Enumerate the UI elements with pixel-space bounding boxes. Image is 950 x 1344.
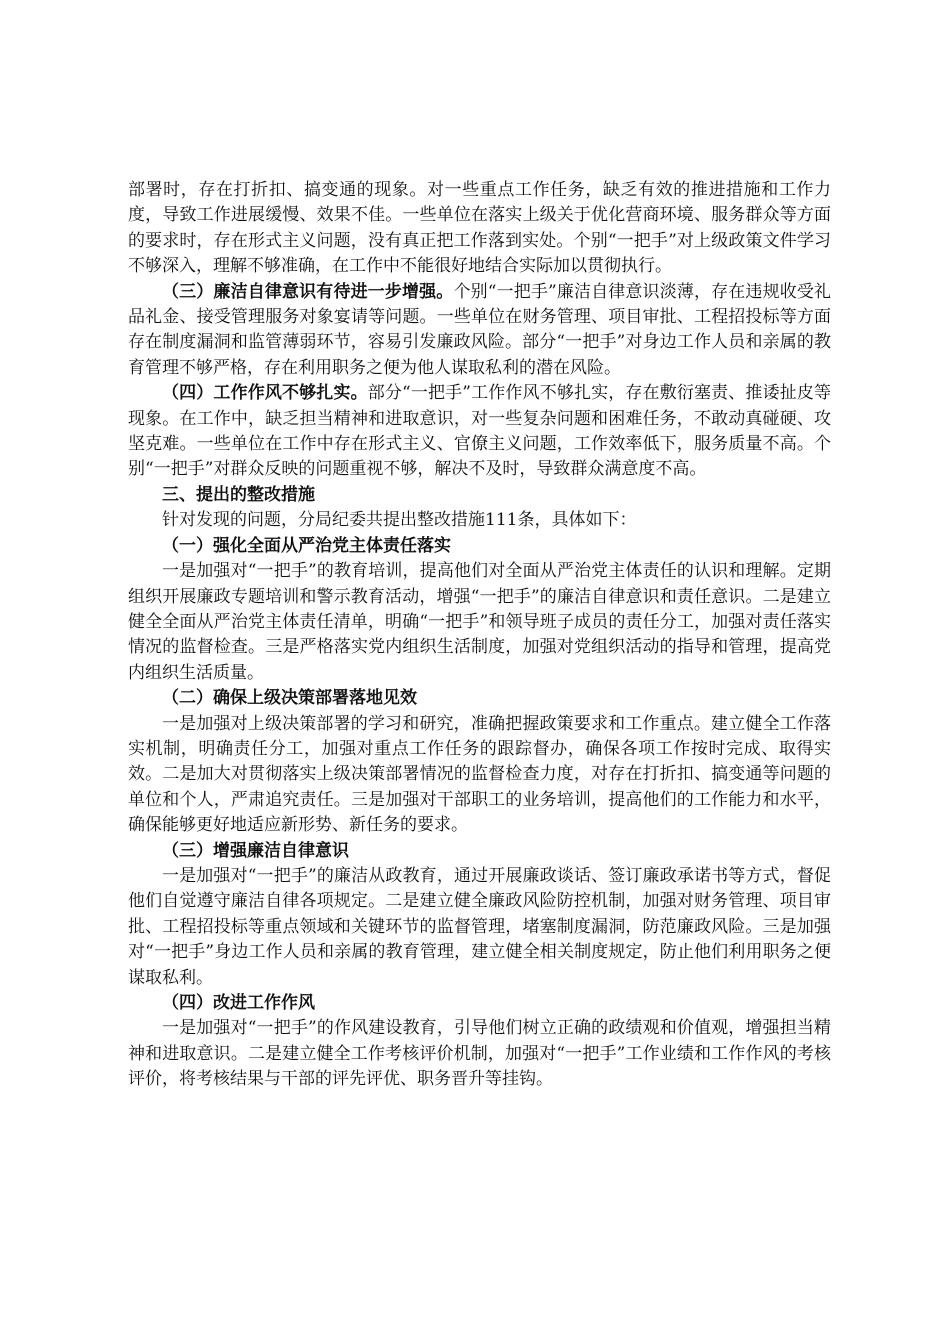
paragraph-integrity-issue [128,280,831,382]
subheading-work-style: （四）改进工作作风 [162,993,315,1013]
subheading-integrity: （三）增强廉洁自律意识 [162,840,349,861]
paragraph-text: 部分“一把手”工作作风不够扎实，存在敷衍塞责、推诿扯皮等现象。在工作中，缺乏担当精神和进取意识，对一些复杂问题和困难任务，不敢动真碰硬、攻坚克难。一些单位在工作中存在形式主义、官僚主义问题，工作效率低下，服务质量不高。个别“一把手”对群众反映的问题重视不够，解决不及时，导致群众满意度不高。 [128,383,831,480]
paragraph-measures-intro: 针对发现的问题，分局纪委共提出整改措施111条，具体如下： [162,510,637,531]
paragraph-work-style: 一是加强对“一把手”的作风建设教育，引导他们树立正确的政绩观和价值观，增强担当精神和进取意识。二是建立健全工作考核评价机制，加强对“一把手”工作业绩和工作作风的考核评价，将考核结果与干部的评先评优、职务晋升等挂钩。 [128,1018,831,1090]
document-body [128,178,831,1093]
paragraph-lead: （三）廉洁自律意识有待进一步增强。 [162,281,454,302]
paragraph-decisions: 一是加强对上级决策部署的学习和研究，准确把握政策要求和工作重点。建立健全工作落实机制，明确责任分工，加强对重点工作任务的跟踪督办，确保各项工作按时完成、取得实效。二是加大对贯彻落实上级决策部署情况的监督检查力度，对存在打折扣、搞变通等问题的单位和个人，严肃追究责任。三是加强对干部职工的业务培训，提高他们的工作能力和水平，确保能够更好地适应新形势、新任务的要求。 [128,713,831,836]
paragraph-continuation: 部署时，存在打折扣、搞变通的现象。对一些重点工作任务，缺乏有效的推进措施和工作力度，导致工作进展缓慢、效果不佳。一些单位在落实上级关于优化营商环境、服务群众等方面的要求时，存在形式主义问题，没有真正把工作落到实处。个别“一把手”对上级政策文件学习不够深入，理解不够准确，在工作中不能很好地结合实际加以贯彻执行。 [128,180,831,277]
paragraph-text: 个别“一把手”廉洁自律意识淡薄，存在违规收受礼品礼金、接受管理服务对象宴请等问题。一些单位在财务管理、项目审批、工程招投标等方面存在制度漏洞和监管薄弱环节，容易引发廉政风险。部分“一把手”对身边工作人员和亲属的教育管理不够严格，存在利用职务之便为他人谋取私利的潜在风险。 [128,281,831,378]
paragraph-work-style-issue [128,381,831,483]
subheading-responsibility: （一）强化全面从严治党主体责任落实 [162,535,451,556]
subheading-decisions: （二）确保上级决策部署落地见效 [162,688,417,709]
paragraph-responsibility: 一是加强对“一把手”的教育培训，提高他们对全面从严治党主体责任的认识和理解。定期组织开展廉政专题培训和警示教育活动，增强“一把手”的廉洁自律意识和责任意识。二是建立健全全面从严治党主体责任清单，明确“一把手”和领导班子成员的责任分工，加强对责任落实情况的监督检查。三是严格落实党内组织生活制度，加强对党组织活动的指导和管理，提高党内组织生活质量。 [128,561,831,683]
paragraph-integrity: 一是加强对“一把手”的廉洁从政教育，通过开展廉政谈话、签订廉政承诺书等方式，督促他们自觉遵守廉洁自律各项规定。二是建立健全廉政风险防控机制，加强对财务管理、项目审批、工程招投标等重点领域和关键环节的监督管理，堵塞制度漏洞，防范廉政风险。三是加强对“一把手”身边工作人员和亲属的教育管理，建立健全相关制度规定，防止他们利用职务之便谋取私利。 [128,865,831,988]
section-heading-measures: 三、提出的整改措施 [162,484,315,505]
paragraph-lead: （四）工作作风不够扎实。 [162,383,368,404]
